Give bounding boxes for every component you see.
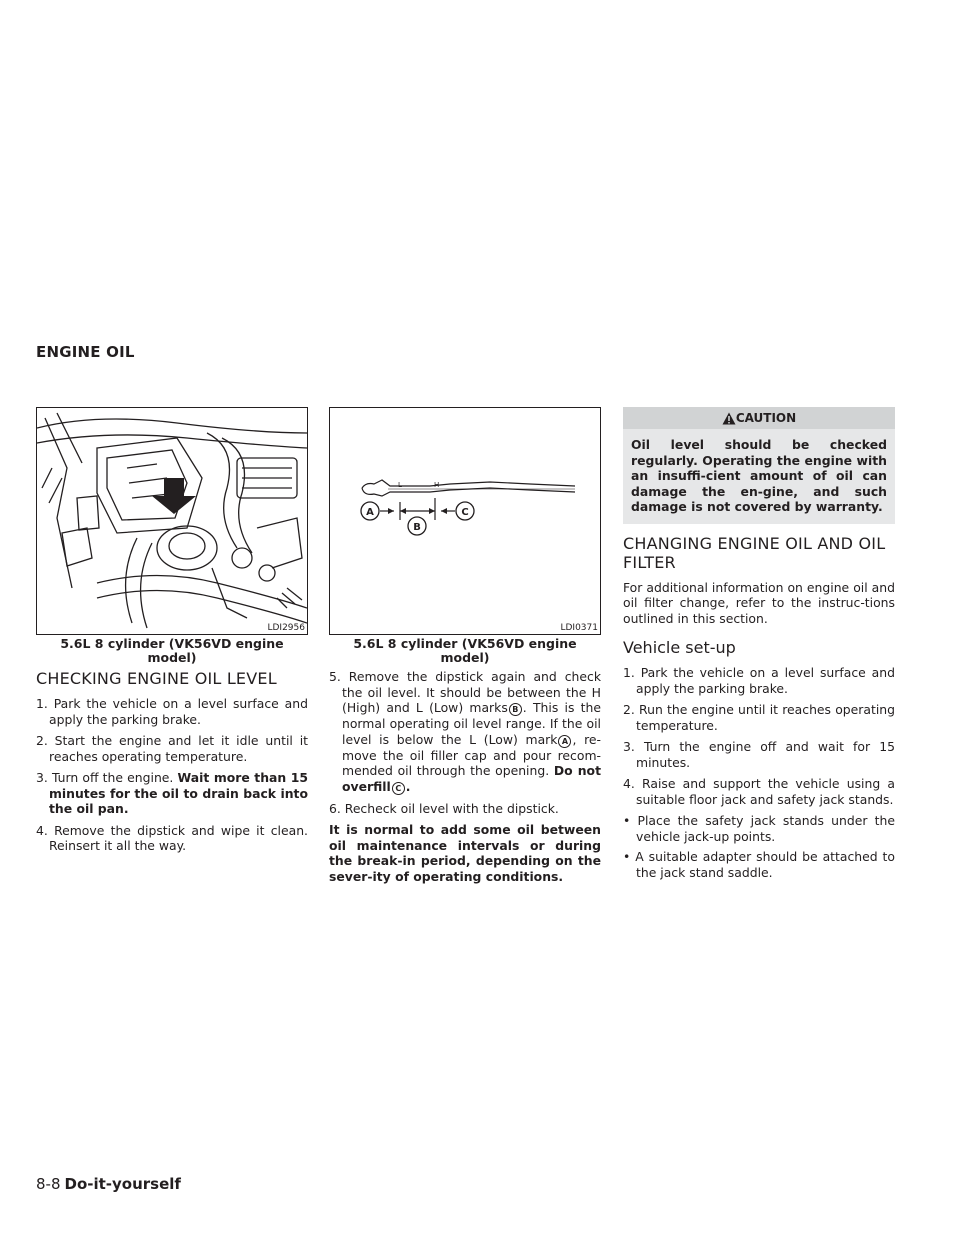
figure-code: LDI2956 [267, 623, 305, 633]
dipstick-figure [329, 407, 601, 635]
section-title: ENGINE OIL [36, 343, 135, 361]
dipstick-mark-h: H [434, 481, 440, 489]
heading-checking-oil: CHECKING ENGINE OIL LEVEL [36, 669, 277, 688]
callout-b: B [509, 703, 522, 716]
step-4: 4. Remove the dipstick and wipe it clean. Reinsert it all the way. [36, 822, 308, 853]
engine-bay-figure [36, 407, 308, 635]
setup-step-2: 2. Run the engine until it reaches operating temperature. [623, 702, 895, 733]
caution-header [623, 407, 895, 429]
setup-bullets [623, 813, 895, 880]
chapter-title: Do-it-yourself [64, 1175, 181, 1193]
label-c: C [461, 507, 469, 518]
checking-steps-continued [329, 669, 601, 816]
column-3 [623, 407, 895, 885]
page-footer [36, 1175, 181, 1193]
heading-changing-oil: CHANGING ENGINE OIL AND OIL FILTER [623, 533, 886, 572]
bullet-2: • A suitable adapter should be attached to the jack stand saddle. [623, 849, 895, 880]
dipstick-mark-l: L [398, 481, 402, 489]
step-1: 1. Park the vehicle on a level surface and apply the parking brake. [36, 696, 308, 727]
setup-steps [623, 665, 895, 807]
dipstick-illustration [330, 408, 600, 634]
bullet-1: • Place the safety jack stands under the vehicle jack-up points. [623, 813, 895, 844]
step-3: 3. Turn off the engine. Wait more than 15 minutes for the oil to drain back into the oil pan. [36, 770, 308, 816]
label-a: A [366, 507, 374, 518]
step-2: 2. Start the engine and let it idle until it reaches operating temperature. [36, 733, 308, 764]
figure-caption: 5.6L 8 cylinder (VK56VD engine model) [60, 636, 284, 665]
figure-code: LDI0371 [560, 623, 598, 633]
callout-a: A [558, 735, 571, 748]
subheading-vehicle-setup: Vehicle set-up [623, 638, 736, 657]
setup-step-1: 1. Park the vehicle on a level surface and apply the parking brake. [623, 665, 895, 696]
setup-step-3: 3. Turn the engine off and wait for 15 minutes. [623, 739, 895, 770]
figure-caption: 5.6L 8 cylinder (VK56VD engine model) [353, 636, 577, 665]
engine-bay-illustration [37, 408, 307, 634]
column-1 [36, 407, 308, 860]
callout-c: C [392, 782, 405, 795]
caution-text: Oil level should be checked regularly. Operating the engine with an insuffi-cient amount of oil can damage the en-gine, and such damage is not covered by warranty. [631, 437, 887, 514]
caution-box [623, 407, 895, 524]
label-b: B [413, 522, 421, 533]
page-number: 8-8 [36, 1175, 61, 1193]
step-6: 6. Recheck oil level with the dipstick. [329, 800, 559, 816]
intro-text: For additional information on engine oil and oil filter change, refer to the instruc-tions outlined in this section. [623, 579, 895, 626]
caution-title: CAUTION [735, 411, 797, 425]
step-5: 5. Remove the dipstick again and check the oil level. It should be between the H (High) and L (Low) marks B . This is the normal operating oil level range. If the oil level is below the L (Low) mark A , re-move the oil filler cap and pour recom-mended oil through the opening. Do not overfill C . [329, 669, 601, 794]
checking-steps [36, 696, 308, 854]
break-in-note: It is normal to add some oil between oil maintenance intervals or during the break-in period, depending on the sever-ity of operating conditions. [329, 822, 601, 884]
setup-step-4: 4. Raise and support the vehicle using a suitable floor jack and safety jack stands. [623, 776, 895, 807]
warning-icon [722, 412, 736, 425]
column-2 [329, 407, 601, 884]
